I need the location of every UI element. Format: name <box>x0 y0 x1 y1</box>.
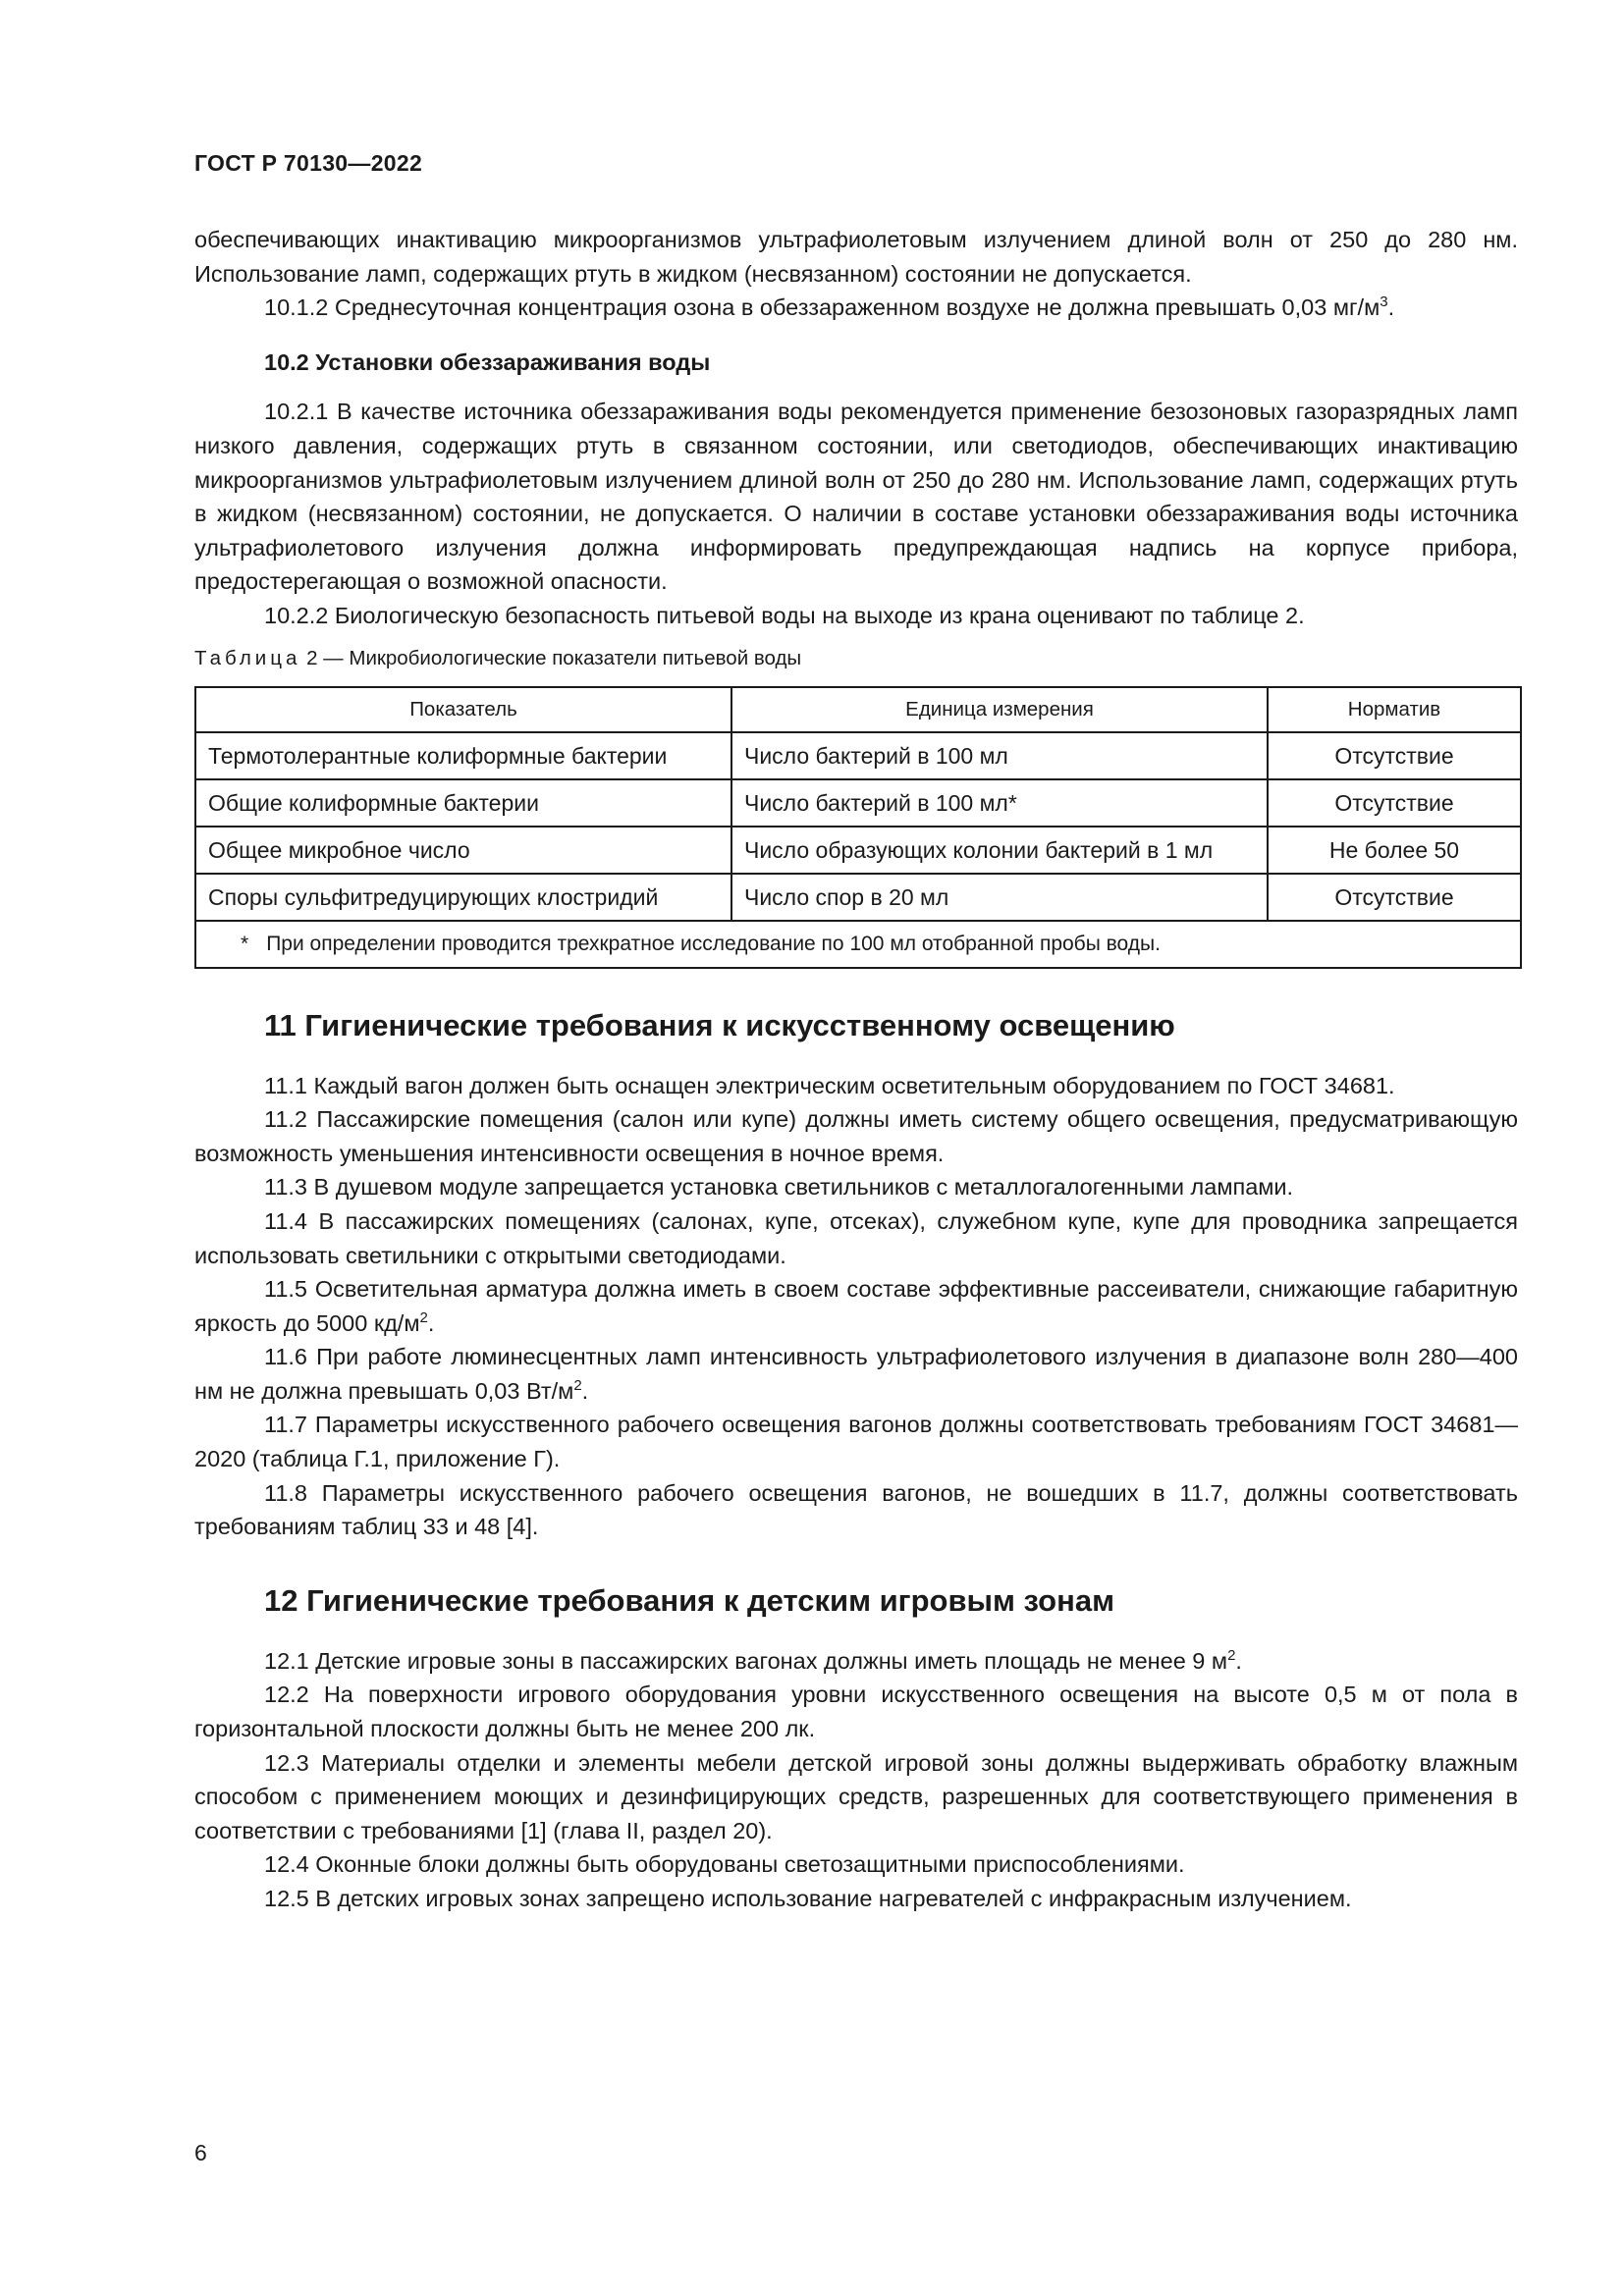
paragraph-10-2-1: 10.2.1 В качестве источника обеззараживания воды рекомендуется применение безозоновых газоразрядных ламп низкого давления, содержащих ртуть в связанном состоянии, или светодиодов, обеспечивающих инактивацию микроорганизмов ультрафиолетовым излучением длиной волн от 250 до 280 нм. Использование ламп, содержащих ртуть в жидком (несвязанном) состоянии, не допускается. О наличии в составе установки обеззараживания воды источника ультрафиолетового излучения должна информировать предупреждающая надпись на корпусе прибора, предостерегающая о возможной опасности. <box>194 399 1518 595</box>
table-row <box>195 827 1521 874</box>
table-cell: Отсутствие <box>1268 874 1521 921</box>
table-cell: Число бактерий в 100 мл* <box>731 779 1268 827</box>
page-number: 6 <box>194 2140 207 2165</box>
paragraph-11-8: 11.8 Параметры искусственного рабочего освещения вагонов, не вошедших в 11.7, должны соответствовать требованиям таблиц 33 и 48 [4]. <box>194 1479 1518 1540</box>
document-body <box>194 223 1518 1916</box>
table-cell: Отсутствие <box>1268 732 1521 779</box>
table-cell: Термотолерантные колиформные бактерии <box>195 732 731 779</box>
paragraph-12-2: 12.2 На поверхности игрового оборудования уровни искусственного освещения на высоте 0,5 м от пола в горизонтальной плоскости должны быть не менее 200 лк. <box>194 1682 1518 1742</box>
table-cell: Общие колиформные бактерии <box>195 779 731 827</box>
table-cell: Число бактерий в 100 мл <box>731 732 1268 779</box>
paragraph-11-6: 11.6 При работе люминесцентных ламп интенсивность ультрафиолетового излучения в диапазоне волн 280—400 нм не должна превышать 0,03 $Вт/м^2$. <box>194 1344 1518 1404</box>
table-cell: Не более 50 <box>1268 827 1521 874</box>
table-cell: Число образующих колонии бактерий в 1 мл <box>731 827 1268 874</box>
column-header: Показатель <box>195 687 731 732</box>
section-title-12: 12 Гигиенические требования к детским игровым зонам <box>264 1582 1115 1618</box>
paragraph-11-1: 11.1 Каждый вагон должен быть оснащен электрическим осветительным оборудованием по ГОСТ 34681. <box>264 1072 1395 1098</box>
document-header: ГОСТ Р 70130—2022 <box>194 150 423 176</box>
subsection-title-10-2: 10.2 Установки обеззараживания воды <box>264 348 711 375</box>
paragraph-11-4: 11.4 В пассажирских помещениях (салонах, купе, отсеках), служебном купе, купе для проводника запрещается использовать светильники с открытыми светодиодами. <box>194 1207 1518 1268</box>
paragraph-11-3: 11.3 В душевом модуле запрещается установка светильников с металлогалогенными лампами. <box>264 1174 1294 1201</box>
paragraph-12-3: 12.3 Материалы отделки и элементы мебели детской игровой зоны должны выдерживать обработку влажным способом с применением моющих и дезинфицирующих средств, разрешенных для соответствующего применения в соответствии с требованиями [1] (глава II, раздел 20). <box>194 1749 1518 1843</box>
table-cell: Число спор в 20 мл <box>731 874 1268 921</box>
paragraph-12-5: 12.5 В детских игровых зонах запрещено использование нагревателей с инфракрасным излучением. <box>264 1886 1352 1911</box>
table-cell: Отсутствие <box>1268 779 1521 827</box>
paragraph-11-7: 11.7 Параметры искусственного рабочего освещения вагонов должны соответствовать требованиям ГОСТ 34681—2020 (таблица Г.1, приложение Г). <box>194 1412 1518 1472</box>
table-header-row <box>195 687 1521 732</box>
table-row <box>195 874 1521 921</box>
section-title-11: 11 Гигиенические требования к искусственному освещению <box>264 1007 1175 1042</box>
column-header: Единица измерения <box>731 687 1268 732</box>
table-footnote: * При определении проводится трехкратное исследование по 100 мл отобранной пробы воды. <box>195 921 1521 968</box>
paragraph-11-2: 11.2 Пассажирские помещения (салон или купе) должны иметь систему общего освещения, предусматривающую возможность уменьшения интенсивности освещения в ночное время. <box>194 1106 1518 1166</box>
paragraph-11-5: 11.5 Осветительная арматура должна иметь в своем составе эффективные рассеиватели, снижающие габаритную яркость до 5000 $кд/м^2$. <box>194 1276 1518 1336</box>
table-row <box>195 779 1521 827</box>
column-header: Норматив <box>1268 687 1521 732</box>
table-cell: Общее микробное число <box>195 827 731 874</box>
paragraph-12-1: 12.1 Детские игровые зоны в пассажирских вагонах должны иметь площадь не менее 9 $м^2$. <box>264 1647 1242 1674</box>
paragraph-12-4: 12.4 Оконные блоки должны быть оборудованы светозащитными приспособлениями. <box>264 1851 1185 1878</box>
table-cell: Споры сульфитредуцирующих клостридий <box>195 874 731 921</box>
paragraph-10-2-2: 10.2.2 Биологическую безопасность питьевой воды на выходе из крана оценивают по таблице 2. <box>264 602 1305 628</box>
table-caption: Таблица 2 — Микробиологические показатели питьевой воды <box>194 646 802 669</box>
table-footnote-row <box>195 921 1521 968</box>
paragraph-10-1-2: 10.1.2 Среднесуточная концентрация озона в обеззараженном воздухе не должна превышать 0,03 $мг/м^3$. <box>264 294 1395 321</box>
paragraph-continuation: обеспечивающих инактивацию микроорганизмов ультрафиолетовым излучением длиной волн от 250 до 280 нм. Использование ламп, содержащих ртуть в жидком (несвязанном) состоянии не допускается. <box>194 227 1518 287</box>
table-row <box>195 732 1521 779</box>
microbiology-table <box>194 686 1522 969</box>
